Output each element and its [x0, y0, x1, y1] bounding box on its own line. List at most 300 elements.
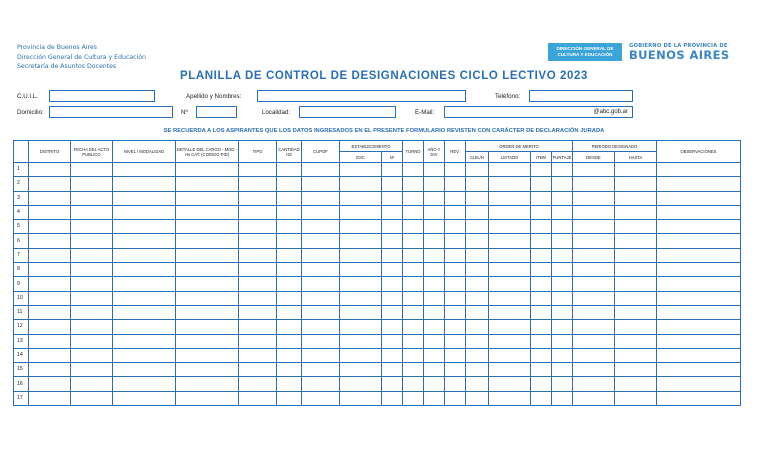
table-cell[interactable]	[657, 305, 741, 319]
table-cell[interactable]	[71, 348, 113, 362]
numero-input[interactable]	[196, 106, 237, 118]
table-cell[interactable]	[552, 163, 573, 177]
table-cell[interactable]	[239, 305, 277, 319]
table-cell[interactable]	[29, 348, 71, 362]
table-cell[interactable]	[176, 220, 239, 234]
table-cell[interactable]	[382, 205, 403, 219]
table-cell[interactable]	[531, 377, 552, 391]
table-cell[interactable]	[445, 248, 466, 262]
table-cell[interactable]	[382, 234, 403, 248]
table-cell[interactable]	[113, 234, 176, 248]
table-cell[interactable]	[424, 277, 445, 291]
table-cell[interactable]	[302, 348, 340, 362]
table-cell[interactable]	[277, 263, 302, 277]
table-cell[interactable]	[424, 263, 445, 277]
table-cell[interactable]	[239, 163, 277, 177]
table-cell[interactable]	[552, 305, 573, 319]
table-cell[interactable]	[466, 377, 489, 391]
table-cell[interactable]	[340, 377, 382, 391]
table-cell[interactable]	[239, 377, 277, 391]
table-cell[interactable]	[657, 377, 741, 391]
table-cell[interactable]	[382, 363, 403, 377]
table-cell[interactable]	[552, 220, 573, 234]
apellido-input[interactable]	[257, 90, 466, 102]
table-cell[interactable]	[657, 234, 741, 248]
table-cell[interactable]	[657, 363, 741, 377]
table-cell[interactable]	[466, 177, 489, 191]
table-cell[interactable]	[552, 205, 573, 219]
table-cell[interactable]	[382, 220, 403, 234]
table-cell[interactable]	[277, 391, 302, 405]
table-cell[interactable]	[552, 248, 573, 262]
table-cell[interactable]	[340, 220, 382, 234]
table-cell[interactable]	[552, 291, 573, 305]
table-cell[interactable]	[489, 220, 531, 234]
table-cell[interactable]	[71, 291, 113, 305]
table-cell[interactable]	[573, 191, 615, 205]
table-cell[interactable]	[277, 377, 302, 391]
table-cell[interactable]	[403, 248, 424, 262]
email-input[interactable]	[444, 106, 633, 118]
table-cell[interactable]	[657, 177, 741, 191]
telefono-input[interactable]	[529, 90, 633, 102]
table-cell[interactable]	[657, 391, 741, 405]
table-cell[interactable]	[239, 177, 277, 191]
table-cell[interactable]	[71, 205, 113, 219]
table-cell[interactable]	[573, 291, 615, 305]
table-cell[interactable]	[302, 377, 340, 391]
table-cell[interactable]	[489, 234, 531, 248]
table-cell[interactable]	[573, 348, 615, 362]
table-cell[interactable]	[113, 220, 176, 234]
table-cell[interactable]	[29, 377, 71, 391]
table-cell[interactable]	[340, 277, 382, 291]
table-cell[interactable]	[113, 163, 176, 177]
table-cell[interactable]	[489, 291, 531, 305]
table-cell[interactable]	[531, 220, 552, 234]
table-cell[interactable]	[445, 177, 466, 191]
table-cell[interactable]	[531, 363, 552, 377]
table-cell[interactable]	[113, 177, 176, 191]
table-cell[interactable]	[239, 191, 277, 205]
table-cell[interactable]	[239, 234, 277, 248]
table-cell[interactable]	[445, 234, 466, 248]
table-cell[interactable]	[466, 205, 489, 219]
table-cell[interactable]	[424, 163, 445, 177]
table-cell[interactable]	[403, 191, 424, 205]
table-cell[interactable]	[176, 363, 239, 377]
table-cell[interactable]	[176, 291, 239, 305]
table-cell[interactable]	[531, 248, 552, 262]
table-cell[interactable]	[424, 205, 445, 219]
table-cell[interactable]	[403, 377, 424, 391]
table-cell[interactable]	[615, 248, 657, 262]
table-cell[interactable]	[239, 291, 277, 305]
table-cell[interactable]	[113, 348, 176, 362]
table-cell[interactable]	[113, 305, 176, 319]
table-cell[interactable]	[424, 334, 445, 348]
table-cell[interactable]	[573, 377, 615, 391]
table-cell[interactable]	[29, 234, 71, 248]
table-cell[interactable]	[29, 320, 71, 334]
table-cell[interactable]	[573, 163, 615, 177]
table-cell[interactable]	[531, 263, 552, 277]
table-cell[interactable]	[382, 177, 403, 191]
table-cell[interactable]	[615, 234, 657, 248]
table-cell[interactable]	[302, 205, 340, 219]
table-cell[interactable]	[277, 177, 302, 191]
table-cell[interactable]	[657, 334, 741, 348]
table-cell[interactable]	[403, 263, 424, 277]
table-cell[interactable]	[302, 363, 340, 377]
table-cell[interactable]	[489, 305, 531, 319]
table-cell[interactable]	[302, 277, 340, 291]
table-cell[interactable]	[277, 191, 302, 205]
table-cell[interactable]	[29, 391, 71, 405]
table-cell[interactable]	[615, 363, 657, 377]
table-cell[interactable]	[489, 177, 531, 191]
table-cell[interactable]	[552, 363, 573, 377]
table-cell[interactable]	[466, 191, 489, 205]
table-cell[interactable]	[657, 320, 741, 334]
table-cell[interactable]	[71, 363, 113, 377]
table-cell[interactable]	[302, 191, 340, 205]
table-cell[interactable]	[113, 320, 176, 334]
table-cell[interactable]	[340, 334, 382, 348]
table-cell[interactable]	[239, 334, 277, 348]
table-cell[interactable]	[403, 363, 424, 377]
table-cell[interactable]	[176, 177, 239, 191]
table-cell[interactable]	[615, 205, 657, 219]
table-cell[interactable]	[552, 348, 573, 362]
table-cell[interactable]	[489, 391, 531, 405]
table-cell[interactable]	[176, 248, 239, 262]
table-cell[interactable]	[29, 163, 71, 177]
table-cell[interactable]	[302, 177, 340, 191]
table-cell[interactable]	[239, 220, 277, 234]
table-cell[interactable]	[176, 334, 239, 348]
table-cell[interactable]	[302, 220, 340, 234]
table-cell[interactable]	[71, 191, 113, 205]
table-cell[interactable]	[71, 334, 113, 348]
table-cell[interactable]	[466, 277, 489, 291]
table-cell[interactable]	[657, 220, 741, 234]
table-cell[interactable]	[424, 234, 445, 248]
table-cell[interactable]	[176, 191, 239, 205]
table-cell[interactable]	[573, 320, 615, 334]
table-cell[interactable]	[445, 205, 466, 219]
table-cell[interactable]	[531, 205, 552, 219]
table-cell[interactable]	[552, 377, 573, 391]
table-cell[interactable]	[489, 348, 531, 362]
table-cell[interactable]	[176, 234, 239, 248]
table-cell[interactable]	[466, 348, 489, 362]
table-cell[interactable]	[424, 377, 445, 391]
table-cell[interactable]	[657, 191, 741, 205]
table-cell[interactable]	[29, 248, 71, 262]
table-cell[interactable]	[113, 334, 176, 348]
table-cell[interactable]	[340, 391, 382, 405]
table-cell[interactable]	[424, 391, 445, 405]
table-cell[interactable]	[176, 277, 239, 291]
table-cell[interactable]	[424, 320, 445, 334]
table-cell[interactable]	[489, 334, 531, 348]
table-cell[interactable]	[176, 377, 239, 391]
table-cell[interactable]	[552, 234, 573, 248]
table-cell[interactable]	[466, 391, 489, 405]
table-cell[interactable]	[445, 163, 466, 177]
table-cell[interactable]	[302, 248, 340, 262]
table-cell[interactable]	[71, 377, 113, 391]
table-cell[interactable]	[302, 163, 340, 177]
table-cell[interactable]	[403, 305, 424, 319]
table-cell[interactable]	[489, 191, 531, 205]
table-cell[interactable]	[531, 163, 552, 177]
table-cell[interactable]	[29, 177, 71, 191]
table-cell[interactable]	[29, 305, 71, 319]
table-cell[interactable]	[277, 334, 302, 348]
table-cell[interactable]	[340, 248, 382, 262]
table-cell[interactable]	[489, 363, 531, 377]
cuil-input[interactable]	[49, 90, 155, 102]
table-cell[interactable]	[302, 291, 340, 305]
table-cell[interactable]	[113, 391, 176, 405]
table-cell[interactable]	[489, 263, 531, 277]
table-cell[interactable]	[29, 277, 71, 291]
table-cell[interactable]	[573, 205, 615, 219]
table-cell[interactable]	[302, 391, 340, 405]
domicilio-input[interactable]	[49, 106, 173, 118]
table-cell[interactable]	[403, 205, 424, 219]
table-cell[interactable]	[615, 220, 657, 234]
table-cell[interactable]	[489, 377, 531, 391]
table-cell[interactable]	[239, 348, 277, 362]
table-cell[interactable]	[424, 291, 445, 305]
table-cell[interactable]	[340, 363, 382, 377]
table-cell[interactable]	[445, 363, 466, 377]
table-cell[interactable]	[445, 263, 466, 277]
table-cell[interactable]	[657, 263, 741, 277]
table-cell[interactable]	[445, 291, 466, 305]
table-cell[interactable]	[302, 234, 340, 248]
table-cell[interactable]	[615, 263, 657, 277]
table-cell[interactable]	[573, 220, 615, 234]
table-cell[interactable]	[277, 363, 302, 377]
table-cell[interactable]	[573, 277, 615, 291]
table-cell[interactable]	[445, 305, 466, 319]
table-cell[interactable]	[657, 277, 741, 291]
table-cell[interactable]	[29, 363, 71, 377]
table-cell[interactable]	[340, 305, 382, 319]
table-cell[interactable]	[489, 248, 531, 262]
table-cell[interactable]	[71, 163, 113, 177]
table-cell[interactable]	[445, 277, 466, 291]
table-cell[interactable]	[573, 363, 615, 377]
table-cell[interactable]	[382, 263, 403, 277]
table-cell[interactable]	[531, 177, 552, 191]
table-cell[interactable]	[302, 320, 340, 334]
table-cell[interactable]	[573, 391, 615, 405]
table-cell[interactable]	[531, 348, 552, 362]
table-cell[interactable]	[382, 334, 403, 348]
table-cell[interactable]	[615, 163, 657, 177]
table-cell[interactable]	[466, 334, 489, 348]
table-cell[interactable]	[29, 205, 71, 219]
table-cell[interactable]	[277, 163, 302, 177]
table-cell[interactable]	[552, 320, 573, 334]
table-cell[interactable]	[113, 263, 176, 277]
table-cell[interactable]	[403, 177, 424, 191]
table-cell[interactable]	[382, 391, 403, 405]
table-cell[interactable]	[239, 277, 277, 291]
table-cell[interactable]	[176, 263, 239, 277]
table-cell[interactable]	[615, 377, 657, 391]
table-cell[interactable]	[403, 291, 424, 305]
table-cell[interactable]	[445, 334, 466, 348]
table-cell[interactable]	[239, 248, 277, 262]
table-cell[interactable]	[340, 177, 382, 191]
table-cell[interactable]	[573, 305, 615, 319]
table-cell[interactable]	[552, 191, 573, 205]
table-cell[interactable]	[531, 191, 552, 205]
table-cell[interactable]	[113, 191, 176, 205]
table-cell[interactable]	[445, 377, 466, 391]
table-cell[interactable]	[466, 234, 489, 248]
table-cell[interactable]	[531, 234, 552, 248]
table-cell[interactable]	[403, 163, 424, 177]
table-cell[interactable]	[552, 334, 573, 348]
table-cell[interactable]	[445, 320, 466, 334]
table-cell[interactable]	[657, 291, 741, 305]
table-cell[interactable]	[615, 277, 657, 291]
table-cell[interactable]	[113, 205, 176, 219]
table-cell[interactable]	[29, 291, 71, 305]
table-cell[interactable]	[239, 263, 277, 277]
table-cell[interactable]	[424, 177, 445, 191]
table-cell[interactable]	[573, 263, 615, 277]
table-cell[interactable]	[382, 277, 403, 291]
table-cell[interactable]	[552, 391, 573, 405]
table-cell[interactable]	[29, 334, 71, 348]
table-cell[interactable]	[29, 191, 71, 205]
table-cell[interactable]	[277, 291, 302, 305]
table-cell[interactable]	[340, 163, 382, 177]
table-cell[interactable]	[573, 248, 615, 262]
table-cell[interactable]	[403, 334, 424, 348]
table-cell[interactable]	[340, 348, 382, 362]
table-cell[interactable]	[531, 391, 552, 405]
table-cell[interactable]	[113, 377, 176, 391]
table-cell[interactable]	[466, 305, 489, 319]
table-cell[interactable]	[531, 320, 552, 334]
table-cell[interactable]	[657, 163, 741, 177]
table-cell[interactable]	[424, 363, 445, 377]
table-cell[interactable]	[113, 277, 176, 291]
table-cell[interactable]	[531, 305, 552, 319]
table-cell[interactable]	[71, 177, 113, 191]
table-cell[interactable]	[552, 263, 573, 277]
table-cell[interactable]	[403, 391, 424, 405]
table-cell[interactable]	[403, 277, 424, 291]
table-cell[interactable]	[552, 277, 573, 291]
localidad-input[interactable]	[299, 106, 396, 118]
table-cell[interactable]	[382, 377, 403, 391]
table-cell[interactable]	[615, 320, 657, 334]
table-cell[interactable]	[302, 263, 340, 277]
table-cell[interactable]	[573, 234, 615, 248]
table-cell[interactable]	[239, 391, 277, 405]
table-cell[interactable]	[466, 363, 489, 377]
table-cell[interactable]	[466, 320, 489, 334]
table-cell[interactable]	[466, 248, 489, 262]
table-cell[interactable]	[466, 220, 489, 234]
table-cell[interactable]	[424, 220, 445, 234]
table-cell[interactable]	[340, 191, 382, 205]
table-cell[interactable]	[340, 320, 382, 334]
table-cell[interactable]	[615, 291, 657, 305]
table-cell[interactable]	[615, 305, 657, 319]
table-cell[interactable]	[445, 191, 466, 205]
table-cell[interactable]	[277, 248, 302, 262]
table-cell[interactable]	[657, 205, 741, 219]
table-cell[interactable]	[239, 205, 277, 219]
table-cell[interactable]	[531, 334, 552, 348]
table-cell[interactable]	[113, 363, 176, 377]
table-cell[interactable]	[340, 263, 382, 277]
table-cell[interactable]	[29, 220, 71, 234]
table-cell[interactable]	[71, 277, 113, 291]
table-cell[interactable]	[340, 291, 382, 305]
table-cell[interactable]	[445, 220, 466, 234]
table-cell[interactable]	[531, 277, 552, 291]
table-cell[interactable]	[466, 163, 489, 177]
table-cell[interactable]	[615, 348, 657, 362]
table-cell[interactable]	[302, 305, 340, 319]
table-cell[interactable]	[277, 220, 302, 234]
table-cell[interactable]	[615, 391, 657, 405]
table-cell[interactable]	[239, 363, 277, 377]
table-cell[interactable]	[382, 163, 403, 177]
table-cell[interactable]	[71, 248, 113, 262]
table-cell[interactable]	[29, 263, 71, 277]
table-cell[interactable]	[382, 248, 403, 262]
table-cell[interactable]	[71, 305, 113, 319]
table-cell[interactable]	[176, 320, 239, 334]
table-cell[interactable]	[302, 334, 340, 348]
table-cell[interactable]	[382, 305, 403, 319]
table-cell[interactable]	[445, 391, 466, 405]
table-cell[interactable]	[403, 220, 424, 234]
table-cell[interactable]	[239, 320, 277, 334]
table-cell[interactable]	[403, 348, 424, 362]
table-cell[interactable]	[113, 248, 176, 262]
table-cell[interactable]	[176, 391, 239, 405]
table-cell[interactable]	[466, 263, 489, 277]
table-cell[interactable]	[424, 248, 445, 262]
table-cell[interactable]	[489, 320, 531, 334]
table-cell[interactable]	[176, 305, 239, 319]
table-cell[interactable]	[573, 334, 615, 348]
table-cell[interactable]	[657, 348, 741, 362]
table-cell[interactable]	[382, 320, 403, 334]
table-cell[interactable]	[424, 191, 445, 205]
table-cell[interactable]	[615, 177, 657, 191]
table-cell[interactable]	[176, 348, 239, 362]
table-cell[interactable]	[489, 205, 531, 219]
table-cell[interactable]	[489, 277, 531, 291]
table-cell[interactable]	[277, 305, 302, 319]
table-cell[interactable]	[531, 291, 552, 305]
